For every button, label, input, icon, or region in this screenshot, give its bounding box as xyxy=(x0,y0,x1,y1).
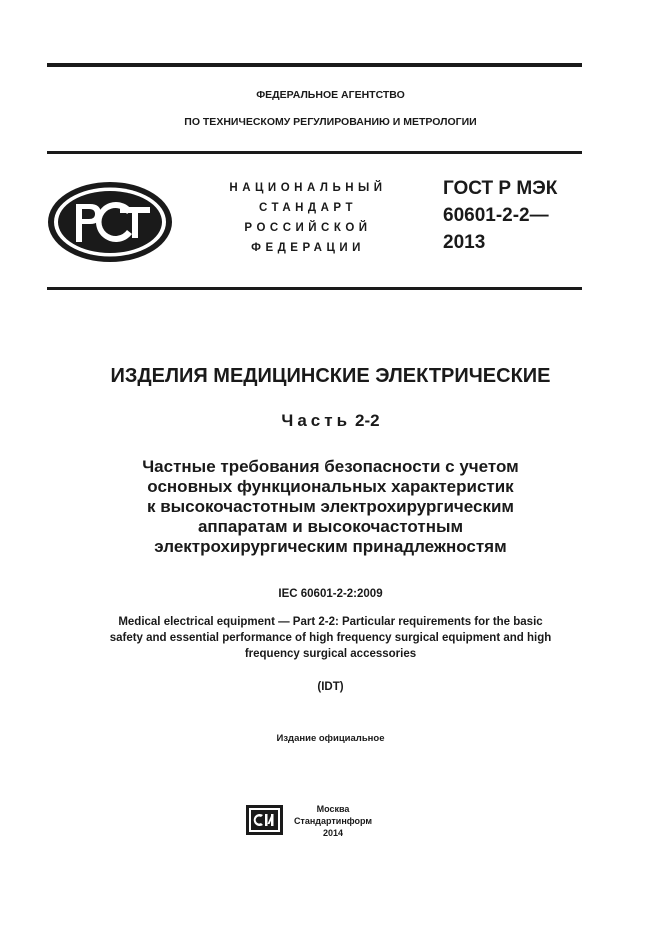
standard-code xyxy=(443,175,557,256)
national-standard-line-3: РОССИЙСКОЙ xyxy=(244,222,372,234)
standartinform-logo-icon xyxy=(246,805,283,835)
header-rule xyxy=(47,151,582,154)
part-number: 2-2 xyxy=(355,411,380,430)
national-standard-line-4: ФЕДЕРАЦИИ xyxy=(251,242,365,254)
top-rule xyxy=(47,63,582,67)
part-heading xyxy=(0,411,661,431)
publisher-city: Москва xyxy=(316,804,350,814)
document-title: ИЗДЕЛИЯ МЕДИЦИНСКИЕ ЭЛЕКТРИЧЕСКИЕ xyxy=(110,365,551,387)
iec-reference: IEC 60601-2-2:2009 xyxy=(278,588,383,600)
standard-code-line-3: 2013 xyxy=(443,232,486,253)
standard-code-line-2: 60601-2-2— xyxy=(443,205,549,226)
subtitle-line: основных функциональных характеристик xyxy=(147,477,514,496)
part-label: Часть xyxy=(281,411,352,430)
english-title-line: safety and essential performance of high frequency surgical equipment and high xyxy=(109,632,552,644)
standard-code-line-1: ГОСТ Р МЭК xyxy=(443,178,558,199)
subtitle-line: аппаратам и высокочастотным xyxy=(197,517,464,536)
publisher-block xyxy=(293,803,373,839)
national-standard-line-2: СТАНДАРТ xyxy=(259,202,357,214)
idt-marker: (IDT) xyxy=(317,681,344,693)
subtitle-line: к высокочастотным электрохирургическим xyxy=(146,497,514,516)
gost-r-certification-mark-icon xyxy=(46,180,174,264)
english-title xyxy=(40,614,621,662)
agency-line-1: ФЕДЕРАЛЬНОЕ АГЕНТСТВО xyxy=(256,89,405,101)
edition-label: Издание официальное xyxy=(276,733,385,744)
english-title-line: frequency surgical accessories xyxy=(244,648,417,660)
national-standard-label xyxy=(222,178,394,258)
national-standard-line-1: НАЦИОНАЛЬНЫЙ xyxy=(229,182,387,194)
subtitle-line: Частные требования безопасности с учетом xyxy=(142,457,519,476)
section-rule xyxy=(47,287,582,290)
english-title-line: Medical electrical equipment — Part 2-2: Particular requirements for the basic xyxy=(118,616,543,628)
publisher-name: Стандартинформ xyxy=(293,816,373,826)
publisher-year: 2014 xyxy=(322,828,344,838)
subtitle-line: электрохирургическим принадлежностям xyxy=(154,537,507,556)
agency-line-2: ПО ТЕХНИЧЕСКОМУ РЕГУЛИРОВАНИЮ И МЕТРОЛОГИИ xyxy=(184,116,477,128)
subtitle xyxy=(40,457,621,557)
